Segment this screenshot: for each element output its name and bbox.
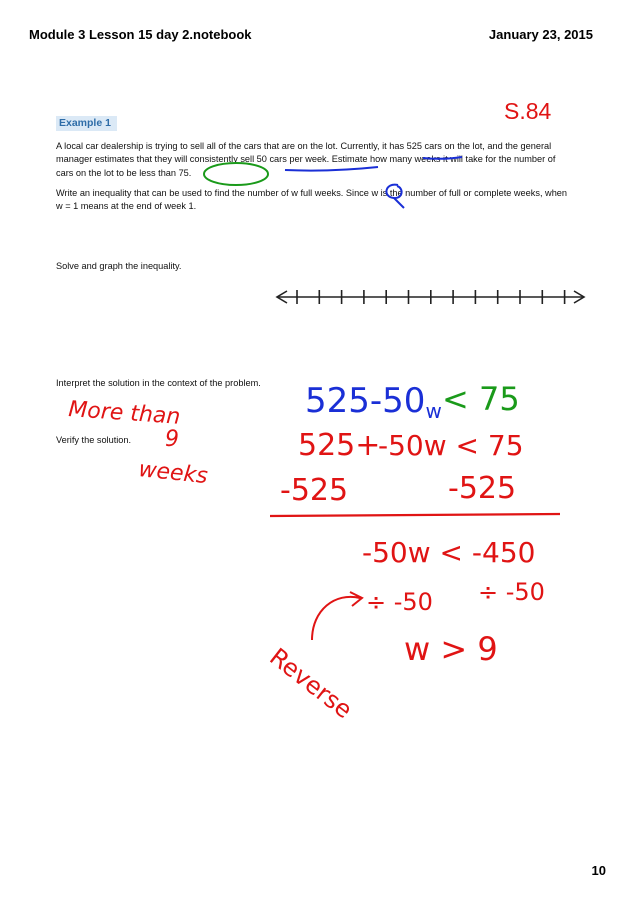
inequality-lhs: 525-50w [305, 381, 442, 423]
interpretation-line-2: 9 [165, 427, 179, 452]
underline-525-cars [423, 157, 462, 159]
reverse-note: Reverse [264, 642, 358, 725]
divide-right: ÷ -50 [478, 578, 545, 606]
slide-reference: S.84 [504, 98, 552, 124]
reverse-arrow [312, 592, 362, 640]
solve-prompt: Solve and graph the inequality. [56, 261, 182, 271]
inequality-rhs: < 75 [442, 380, 520, 418]
step-3-right: -525 [448, 471, 517, 506]
underline-50-per-week [285, 167, 378, 171]
circle-w-mark [386, 185, 404, 208]
header-date: January 23, 2015 [488, 27, 593, 42]
inequality-question: Write an inequality that can be used to find the number of w full weeks. Since w is the number of full or complete weeks, when w = 1 means at the end of week 1. [56, 188, 568, 212]
interpret-prompt: Interpret the solution in the context of the problem. [56, 378, 261, 388]
number-line [277, 290, 584, 304]
step-4: -50w < -450 [362, 536, 536, 569]
work-rule [270, 514, 560, 516]
step-2-left: 525+ [298, 428, 381, 463]
page-number: 10 [591, 863, 606, 878]
notebook-title: Module 3 Lesson 15 day 2.notebook [29, 27, 252, 42]
result: w > 9 [404, 630, 498, 668]
problem-statement: A local car dealership is trying to sell all of the cars that are on the lot. Currently, it has 525 cars on the lot, and the general manager estimates that they will consistently sell 50 cars per week. Estimate how many weeks it will take for the number of cars on the lot to be less than 75. [56, 141, 556, 178]
interpretation-line-1: More than [67, 397, 182, 430]
example-label: Example 1 [56, 116, 117, 131]
step-2-right: -50w < 75 [378, 429, 524, 462]
divide-left: ÷ -50 [366, 588, 433, 616]
circle-less-than-75 [204, 163, 268, 185]
verify-prompt: Verify the solution. [56, 435, 132, 445]
step-3-left: -525 [280, 473, 349, 508]
interpretation-line-3: weeks [137, 457, 209, 490]
